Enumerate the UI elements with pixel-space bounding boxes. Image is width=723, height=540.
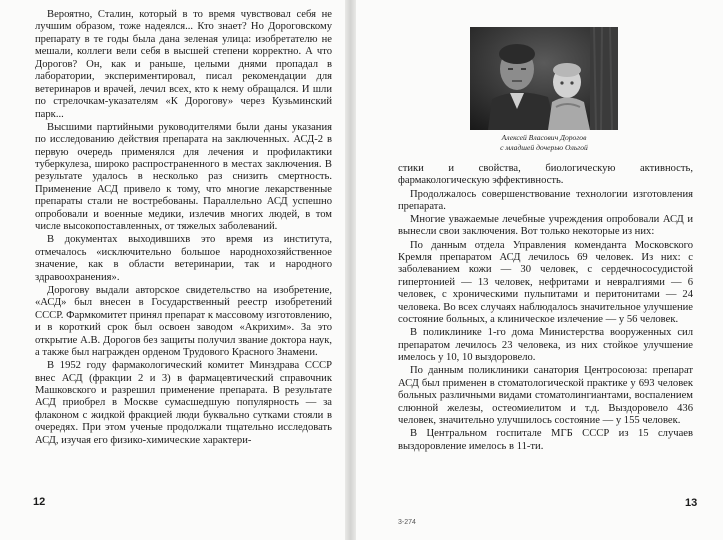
signature-mark: 3-274 bbox=[398, 519, 416, 526]
caption-line: с младшей дочерью Ольгой bbox=[500, 143, 588, 152]
page-number: 13 bbox=[685, 497, 698, 509]
page-number: 12 bbox=[33, 496, 46, 508]
caption-line: Алексей Власович Дорогов bbox=[501, 133, 587, 142]
book-gutter bbox=[345, 0, 356, 540]
paragraph: В документах выходившихв это время из института, отмечалось «исключительно большое народнохозяйственное значение, как в области ветеринарии, так и народного здравоохранения». bbox=[35, 234, 332, 283]
photo-image bbox=[470, 27, 618, 130]
paragraph: Дорогову выдали авторское свидетельство на изобретение, «АСД» был внесен в Государственный реестр изобретений СССР. Фармкомитет принял препарат к массовому изготовлению, и в короткий срок был освоен заводом «Акрихим». За это открытие А.В. Дорогов без защиты получил звание доктора наук, а также был награжден орденом Трудового Красного Знамени. bbox=[35, 284, 332, 359]
paragraph: Вероятно, Сталин, который в то время чувствовал себя не лучшим образом, тоже надеялся... Кто знает? Но Дороговскому препарату в те годы была дана зеленая улица: изобретателю не мешали, коллеги вели себя в высшей степени корректно. А что Дорогов? Он, как и раньше, целыми днями пропадал в лаборатории, экспериментировал, писал рекомендации для ветеринаров и врачей, лечил всех, кто к нему обращался. И шли по стрелочкам-указателям «К Дорогову» через Кузьминский парк... bbox=[35, 9, 332, 120]
right-page-text bbox=[398, 163, 693, 453]
paragraph: По данным отдела Управления коменданта Московского Кремля препаратом АСД лечилось 69 человек. Из них: с заболеванием кожи — 30 человек, с сердечнососудистой гипертонией — 13 человек, нефритами и невралгиями — 6 человек, с хроническими пульпитами и перитонитами — 24 человека. Во всех случаях наблюдалось значительное улучшение состояние больных, а клиническое излечение — у 56 человек. bbox=[398, 239, 693, 326]
paragraph: Высшими партийными руководителями были даны указания по исследованию действия препарата на заключенных. АСД-2 в первую очередь применялся для лечения и профилактики туберкулеза, широко распространенного в местах заключения. В результате удалось в несколько раз снизить смертность. Применение АСД привело к тому, что многие лекарственные препараты стали не востребованы. Параллельно АСД успешно опробовали и военные медики, излечив многих людей, в том числе высокопоставленных, от тяжелых заболеваний. bbox=[35, 121, 332, 233]
paragraph: Многие уважаемые лечебные учреждения опробовали АСД и вынесли свои заключения. Вот только некоторые из них: bbox=[398, 214, 693, 238]
portrait-photo bbox=[470, 27, 618, 130]
paragraph: В Центральном госпитале МГБ СССР из 15 случаев выздоровление имелось в 11-ти. bbox=[398, 428, 693, 452]
paragraph: Продолжалось совершенствование технологии изготовления препарата. bbox=[398, 188, 693, 212]
paragraph: В поликлинике 1-го дома Министерства вооруженных сил препаратом лечилось 23 человека, из них стойкое улучшение имелось у 10, 10 выздоровело. bbox=[398, 327, 693, 364]
photo-caption bbox=[470, 133, 618, 153]
paragraph: В 1952 году фармакологический комитет Минздрава СССР внес АСД (фракции 2 и 3) в фармацевтический справочник Машковского и разрешил применение препарата. В результате АСД приобрел в Москве сумасшедшую популярность — за флаконом с жидкой фракцией люди буквально сутками стояли в очередях. При этом ученые продолжали тщательно исследовать АСД, изучая его физико-химические характери- bbox=[35, 360, 332, 446]
paragraph: По данным поликлиники санатория Центросоюза: препарат АСД был применен в стоматологической практике у 693 человек больных различными видами стоматолингиантами, воспалением слюнной железы, остеомиелитом и т.д. Выздоровело 436 человек, значительно улучшилось состояние — у 155 человек. bbox=[398, 365, 693, 427]
paragraph: стики и свойства, биологическую активность, фармакологическую эффективность. bbox=[398, 163, 693, 187]
left-page-text bbox=[35, 9, 332, 447]
